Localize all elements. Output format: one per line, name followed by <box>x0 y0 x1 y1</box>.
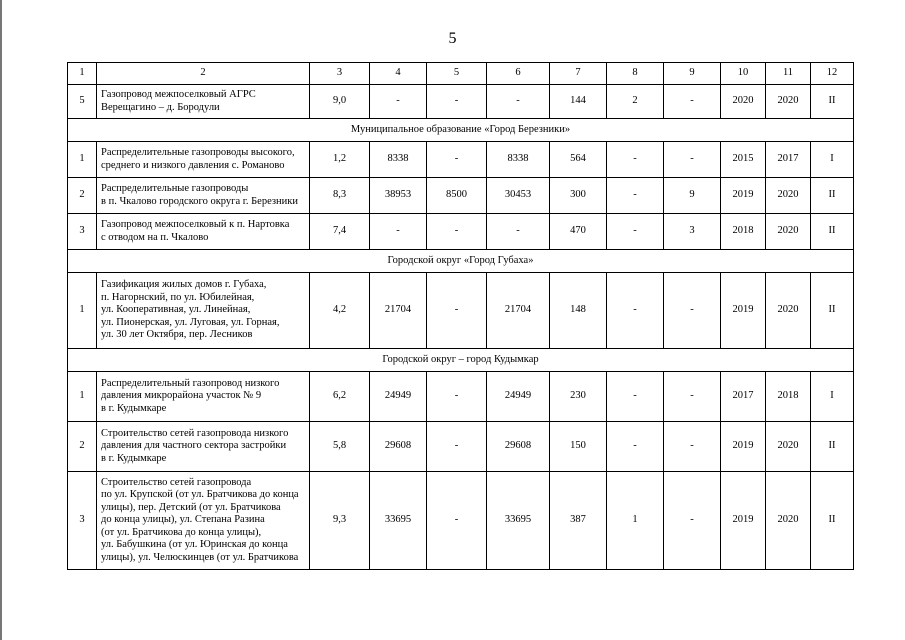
table-cell: 30453 <box>487 178 550 214</box>
table-cell: - <box>664 422 721 472</box>
object-name-cell: Газопровод межпоселковый АГРС Верещагино – д. Бородули <box>97 85 310 119</box>
column-number-4: 4 <box>370 63 427 85</box>
page-number: 5 <box>448 30 457 47</box>
table-row <box>68 273 854 349</box>
table-cell: 38953 <box>370 178 427 214</box>
table-cell: - <box>427 214 487 250</box>
table-cell: 3 <box>68 214 97 250</box>
table-row <box>68 214 854 250</box>
table-cell: - <box>427 472 487 570</box>
table-cell: 1,2 <box>310 142 370 178</box>
table-cell: 470 <box>550 214 607 250</box>
table-cell: 2 <box>68 178 97 214</box>
table-cell: 2020 <box>766 85 811 119</box>
table-cell: 7,4 <box>310 214 370 250</box>
table-cell: 33695 <box>487 472 550 570</box>
table-row <box>68 85 854 119</box>
column-number-11: 11 <box>766 63 811 85</box>
column-number-9: 9 <box>664 63 721 85</box>
column-number-7: 7 <box>550 63 607 85</box>
object-name-cell: Газификация жилых домов г. Губаха, п. Нагорнский, по ул. Юбилейная, ул. Кооперативная, ул. Линейная, ул. Пионерская, ул. Луговая, ул. Горная, ул. 30 лет Октября, пер. Лесников <box>97 273 310 349</box>
table-cell: 8500 <box>427 178 487 214</box>
table-cell: 8338 <box>370 142 427 178</box>
table-cell: 29608 <box>370 422 427 472</box>
table-cell: 1 <box>68 273 97 349</box>
table-cell: - <box>607 178 664 214</box>
table-cell: 1 <box>68 372 97 422</box>
section-title: Городской округ «Город Губаха» <box>68 250 854 273</box>
table-row <box>68 422 854 472</box>
table-cell: - <box>607 372 664 422</box>
table-cell: 2 <box>607 85 664 119</box>
table-cell: 5,8 <box>310 422 370 472</box>
table-cell: - <box>427 85 487 119</box>
column-number-1: 1 <box>68 63 97 85</box>
table-cell: I <box>811 372 854 422</box>
table-cell: I <box>811 142 854 178</box>
column-number-10: 10 <box>721 63 766 85</box>
scan-left-edge <box>0 0 2 640</box>
table-cell: - <box>427 273 487 349</box>
table-cell: 2017 <box>721 372 766 422</box>
table-cell: 2018 <box>766 372 811 422</box>
table-cell: - <box>427 422 487 472</box>
table-cell: 2019 <box>721 422 766 472</box>
table-cell: - <box>664 142 721 178</box>
table-cell: II <box>811 85 854 119</box>
table-row <box>68 142 854 178</box>
table-cell: - <box>664 273 721 349</box>
table-cell: II <box>811 422 854 472</box>
table-cell: 2020 <box>766 273 811 349</box>
table-cell: 9 <box>664 178 721 214</box>
table-cell: 3 <box>68 472 97 570</box>
table-cell: 2020 <box>766 422 811 472</box>
table-cell: 24949 <box>370 372 427 422</box>
table-cell: 2 <box>68 422 97 472</box>
table-cell: 2019 <box>721 273 766 349</box>
table-cell: 2019 <box>721 472 766 570</box>
table-cell: - <box>427 372 487 422</box>
section-header-row <box>68 349 854 372</box>
table-cell: - <box>427 142 487 178</box>
table-cell: - <box>607 214 664 250</box>
table-cell: - <box>487 85 550 119</box>
table-cell: 5 <box>68 85 97 119</box>
table-row <box>68 178 854 214</box>
table-cell: 1 <box>68 142 97 178</box>
section-header-row <box>68 119 854 142</box>
table-cell: 8,3 <box>310 178 370 214</box>
object-name-cell: Распределительный газопровод низкого давления микрорайона участок № 9 в г. Кудымкаре <box>97 372 310 422</box>
table-cell: - <box>664 85 721 119</box>
table-cell: - <box>607 273 664 349</box>
section-header-row <box>68 250 854 273</box>
section-title: Городской округ – город Кудымкар <box>68 349 854 372</box>
table-row <box>68 472 854 570</box>
table-cell: 8338 <box>487 142 550 178</box>
table-cell: 2020 <box>766 472 811 570</box>
table-cell: 300 <box>550 178 607 214</box>
table-cell: 2020 <box>721 85 766 119</box>
table-cell: 9,3 <box>310 472 370 570</box>
table-cell: 2019 <box>721 178 766 214</box>
table-cell: 3 <box>664 214 721 250</box>
column-number-5: 5 <box>427 63 487 85</box>
table-cell: 144 <box>550 85 607 119</box>
table-cell: 6,2 <box>310 372 370 422</box>
object-name-cell: Газопровод межпоселковый к п. Нартовка с отводом на п. Чкалово <box>97 214 310 250</box>
column-number-6: 6 <box>487 63 550 85</box>
table-cell: II <box>811 472 854 570</box>
column-number-2: 2 <box>97 63 310 85</box>
column-number-row <box>68 63 854 85</box>
table-cell: 150 <box>550 422 607 472</box>
table-cell: 230 <box>550 372 607 422</box>
table-cell: 21704 <box>370 273 427 349</box>
table-cell: 148 <box>550 273 607 349</box>
table-cell: - <box>607 422 664 472</box>
table-cell: - <box>664 472 721 570</box>
table-cell: 2017 <box>766 142 811 178</box>
table-cell: - <box>487 214 550 250</box>
table-cell: - <box>370 214 427 250</box>
gas-pipeline-table <box>67 62 854 570</box>
section-title: Муниципальное образование «Город Березники» <box>68 119 854 142</box>
table-cell: - <box>607 142 664 178</box>
table-cell: 564 <box>550 142 607 178</box>
object-name-cell: Строительство сетей газопровода низкого давления для частного сектора застройки в г. Кудымкаре <box>97 422 310 472</box>
table-cell: 24949 <box>487 372 550 422</box>
table-cell: - <box>370 85 427 119</box>
object-name-cell: Строительство сетей газопровода по ул. Крупской (от ул. Братчикова до конца улицы), пер. Детский (от ул. Братчикова до конца улицы), ул. Степана Разина (от ул. Братчикова до конца улицы), ул. Бабушкина (от ул. Юринская до конца улицы), ул. Челюскинцев (от ул. Братчикова <box>97 472 310 570</box>
object-name-cell: Распределительные газопроводы в п. Чкалово городского округа г. Березники <box>97 178 310 214</box>
column-number-3: 3 <box>310 63 370 85</box>
table-cell: 4,2 <box>310 273 370 349</box>
table-cell: 21704 <box>487 273 550 349</box>
table-cell: 2020 <box>766 178 811 214</box>
table-cell: II <box>811 178 854 214</box>
table-cell: 1 <box>607 472 664 570</box>
column-number-12: 12 <box>811 63 854 85</box>
table-row <box>68 372 854 422</box>
table-cell: 387 <box>550 472 607 570</box>
table-cell: II <box>811 214 854 250</box>
table-cell: II <box>811 273 854 349</box>
table-cell: 2018 <box>721 214 766 250</box>
table-cell: 33695 <box>370 472 427 570</box>
column-number-8: 8 <box>607 63 664 85</box>
table-cell: 2015 <box>721 142 766 178</box>
table-cell: - <box>664 372 721 422</box>
table-cell: 29608 <box>487 422 550 472</box>
object-name-cell: Распределительные газопроводы высокого, среднего и низкого давления с. Романово <box>97 142 310 178</box>
table-cell: 9,0 <box>310 85 370 119</box>
table-cell: 2020 <box>766 214 811 250</box>
